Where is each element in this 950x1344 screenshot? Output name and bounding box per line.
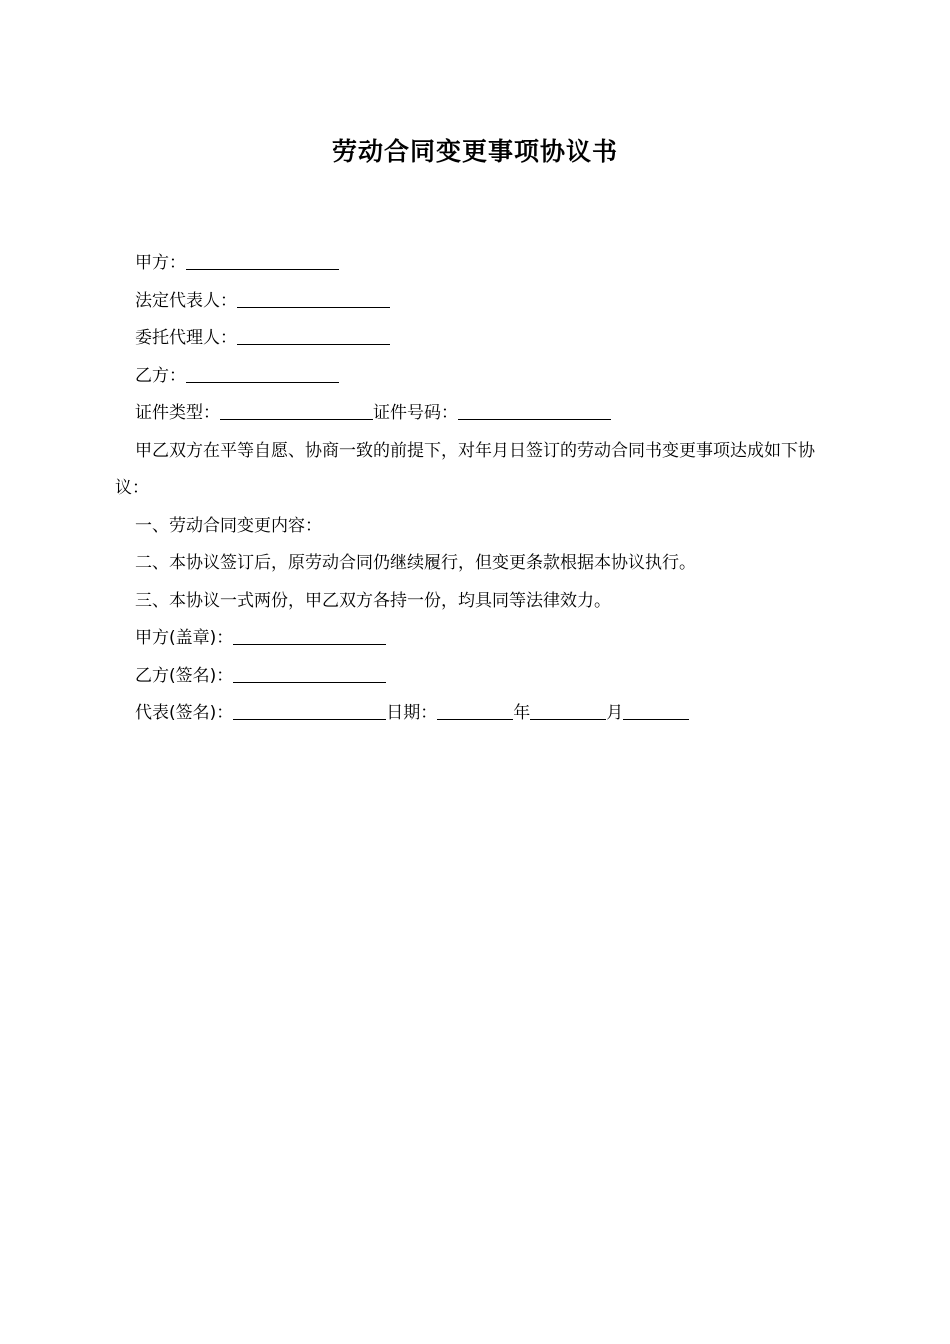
day-blank[interactable] (623, 718, 689, 720)
id-type-label: 证件类型： (135, 403, 220, 423)
clause-1: 一、劳动合同变更内容： (135, 515, 322, 536)
id-number-blank[interactable] (458, 418, 611, 420)
party-a-blank[interactable] (186, 268, 339, 270)
document-body (115, 245, 840, 733)
year-blank[interactable] (437, 718, 513, 720)
sign-rep-line (115, 695, 840, 733)
party-b-line (115, 358, 840, 396)
legal-rep-label: 法定代表人： (135, 290, 237, 311)
clause-3: 三、本协议一式两份，甲乙双方各持一份，均具同等法律效力。 (135, 590, 611, 611)
month-blank[interactable] (530, 718, 606, 720)
agent-label: 委托代理人： (135, 328, 237, 348)
month-label: 月 (606, 703, 624, 723)
year-label: 年 (513, 703, 531, 723)
intro-paragraph: 甲乙双方在平等自愿、协商一致的前提下，对年月日签订的劳动合同书变更事项达成如下协议： (115, 440, 815, 498)
sign-rep-blank[interactable] (233, 718, 386, 720)
party-b-blank[interactable] (186, 381, 339, 383)
sign-a-label: 甲方(盖章)： (135, 628, 234, 648)
party-b-label: 乙方： (135, 365, 186, 386)
clause-2: 二、本协议签订后，原劳动合同仍继续履行，但变更条款根据本协议执行。 (135, 553, 696, 573)
agent-blank[interactable] (237, 343, 390, 345)
party-a-line (115, 245, 840, 283)
id-number-label: 证件号码： (373, 403, 458, 423)
party-a-label: 甲方： (135, 253, 186, 273)
id-type-blank[interactable] (220, 418, 373, 420)
legal-rep-blank[interactable] (237, 306, 390, 308)
date-label: 日期： (386, 703, 438, 723)
document-title: 劳动合同变更事项协议书 (331, 137, 618, 166)
sign-b-line (115, 658, 840, 696)
agent-line (115, 320, 840, 358)
sign-rep-label: 代表(签名)： (135, 703, 234, 723)
sign-a-line (115, 620, 840, 658)
sign-a-blank[interactable] (233, 643, 386, 645)
legal-rep-line (115, 283, 840, 321)
sign-b-label: 乙方(签名)： (135, 665, 234, 686)
sign-b-blank[interactable] (233, 681, 386, 683)
id-line (115, 395, 840, 433)
